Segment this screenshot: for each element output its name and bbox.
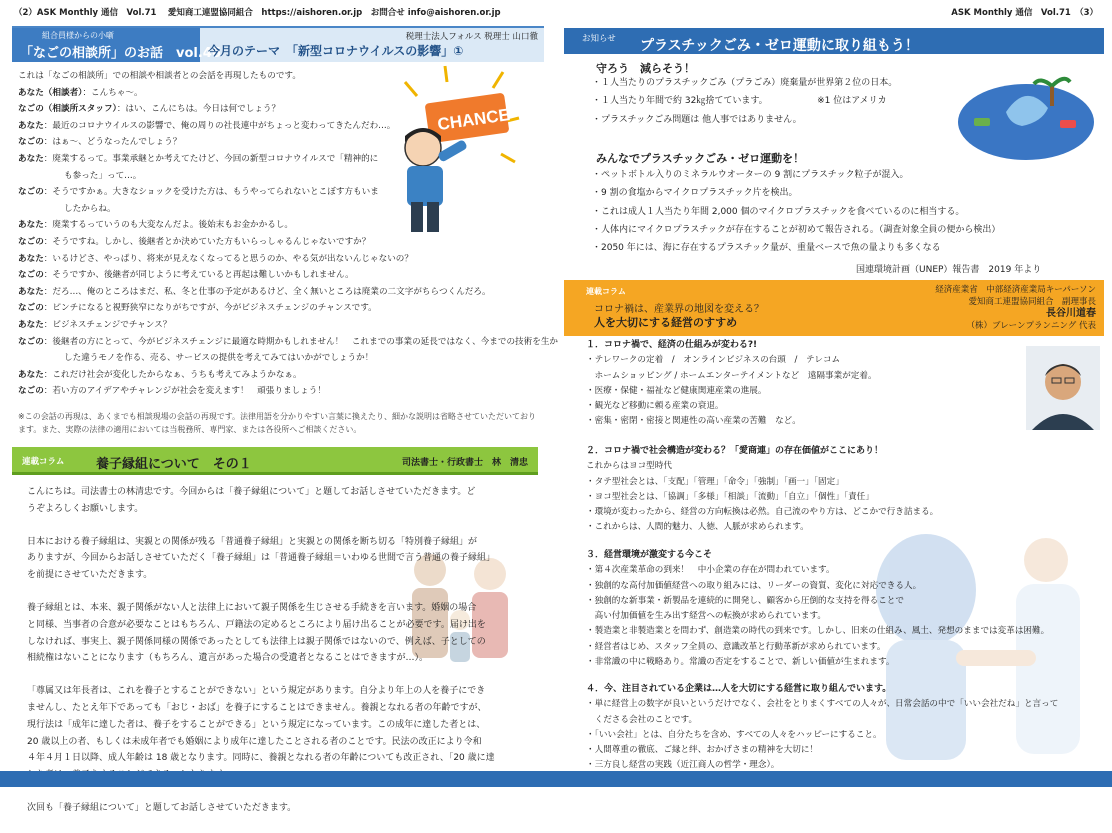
- paragraph-line: 20 歳以上の者、もしくは未成年者でも婚姻により成年に達したことされる者のことです。民法の改正により令和: [27, 736, 482, 747]
- dialogue-line: [18, 201, 540, 218]
- list-item: ・「いい会社」とは、自分たちを含め、すべての人々をハッピーにすること。: [586, 729, 882, 740]
- speaker-label: あなた: [18, 319, 44, 330]
- paragraph-line: を前提にさせていただきます。: [27, 570, 153, 581]
- list-item: ・医療・保健・福祉など健康関連産業の進展。: [586, 385, 767, 396]
- soudan-title: 「なごの相談所」のお話 vol.46: [20, 46, 221, 61]
- list-item: ・単に経営上の数字が良いというだけでなく、会社をとりまくすべての人々が、日常会話の中で「いい会社だね」と言って: [586, 699, 1059, 710]
- list-item: くださる会社のことです。: [586, 714, 698, 725]
- paragraph-line: 現行法は「成年に達した者は、養子をすることができる」という規定になっています。この成年に達した者とは、: [27, 719, 486, 730]
- list-item: ・タテ型社会とは、「支配」「管理」「命令」「強制」「画一」「固定」: [586, 476, 844, 487]
- speaker-label: なごの: [18, 386, 44, 397]
- list-item: 高い付加価値を生み出す経営への転換が求められています。: [586, 611, 826, 622]
- youshi-tag: 連載コラム: [22, 457, 65, 467]
- list-item: ・独創的な新事業・新製品を連続的に開発し、顧客から圧倒的な支持を得ることで: [586, 595, 904, 606]
- paragraph-line: 養子縁組とは、本来、親子関係がない人と法律上において親子関係を生じさせる手続きを言います。婚姻の場合: [27, 602, 477, 613]
- dialogue-line: [18, 284, 540, 301]
- list-item: ・第４次産業革命の到来！ 中小企業の存在が問われています。: [586, 565, 835, 576]
- list-item: ・9 割の食塩からマイクロプラスチック片を検出。: [592, 188, 798, 199]
- rensai-section-1: [586, 338, 877, 430]
- list-item: ・2050 年には、海に存在するプラスチック量が、重量ベースで魚の量よりも多くなる: [592, 243, 941, 254]
- paragraph-line: 次回も「養子縁組について」と題してお話しさせていただきます。: [27, 802, 297, 813]
- dialogue-line: [18, 217, 540, 234]
- youshi-title: 養子縁組について その１: [96, 457, 252, 472]
- paragraph-line: 日本における養子縁組は、実親との関係が残る「普通養子縁組」と実親との関係を断ち切る「特別養子縁組」が: [27, 536, 478, 547]
- dialogue-text: ：廃業するって。事業承継とか考えてたけど、今回の新型コロナウイルスで「精神的に: [43, 153, 379, 164]
- list-item: ・非常識の中に戦略あり。常識の否定をすることで、新しい価値が生まれます。: [586, 657, 895, 668]
- dialogue-text: ：ピンチになると視野狭窄になりがちですが、今がビジネスチェンジのチャンスです。: [43, 303, 377, 314]
- list-item: ・経営者はじめ、スタッフ全員の、意識改革と行動革新が求められています。: [586, 641, 886, 652]
- list-item: ・テレワークの定着 / オンラインビジネスの台頭 / テレコム: [586, 355, 841, 366]
- dialogue-text: ：廃業するっていうのも大変なんだよ。後始末もお金かかるし。: [43, 220, 294, 231]
- dialogue-line: [18, 118, 540, 135]
- left-header-line: （2）ASK Monthly 通信 Vol.71 愛知商工連盟協同組合 https://aishoren.or.jp お問合せ info@aishoren.or.jp: [14, 8, 501, 18]
- dialogue-line: [18, 85, 540, 102]
- list-item: ・独創的な高付加価値経営への取り組みには、リーダーの資質、変化に対応できる人。: [586, 580, 922, 591]
- oshirase-tag: お知らせ: [582, 34, 616, 44]
- paragraph-line: 相続権はないことになります（もちろん、遺言があった場合の受遺者となることはできますが…）。: [27, 653, 428, 664]
- list-item: ・環境が変わったから、経営の方向転換は必然。自己流のやり方は、どこかで行き詰まる。: [586, 507, 939, 518]
- paragraph: [18, 683, 540, 784]
- soudan-author: 税理士法人フォルス 税理士 山口徹: [405, 32, 538, 42]
- paragraph-line: 「尊属又は年長者は、これを養子とすることができない」という規定があります。自分より年上の人を養子にでき: [27, 686, 486, 697]
- soudan-header: [12, 26, 544, 62]
- paragraph: [18, 484, 540, 518]
- paragraph-line: ４年４月１日以降、成人年齢は 18 歳となります。同時に、養親となれる者の年齢についても改正され、「20 歳に達: [27, 753, 495, 764]
- speaker-label: あなた（相談者）: [18, 87, 83, 98]
- list-item: ・１人当たり年間で約 32㎏捨てています。 ※1 位はアメリカ: [592, 96, 887, 107]
- list-item: ・観光など移動に頼る産業の衰退。: [586, 401, 724, 412]
- list-item: ・密集・密閉・密接と関連性の高い産業の苦難 など。: [586, 416, 801, 427]
- paragraph: [18, 600, 540, 667]
- dialogue-text: ：そうですか、後継者が同じように考えていると再起は難しいかもしれません。: [43, 270, 354, 281]
- rensai-tag: 連載コラム: [586, 287, 626, 296]
- dialogue-text: ：そうですかぁ。大きなショックを受けた方は、もうやってられないとこぼす方もいま: [43, 187, 379, 198]
- rensai-section-2: [586, 444, 938, 536]
- dialogue-line: [18, 134, 540, 151]
- soudan-note: ※この会話の再現は、あくまでも相談現場の会話の再現です。法律用語を分かりやすい言葉に換えたり、細かな説明は省略させていただいております。また、実際の法律の適用においては当税務所、専門家、または各役所へご相談ください。: [18, 412, 537, 434]
- speaker-label: なごの（相談所スタッフ）: [18, 104, 117, 115]
- dialogue-text: ：ビジネスチェンジでチャンス？: [43, 319, 172, 330]
- source-note: 国連環境計画（UNEP）報告書 2019 年より: [856, 265, 1042, 275]
- rensai-title: 人を大切にする経営のすすめ: [594, 316, 738, 329]
- list-item: ・これは成人１人当たり年間 2,000 個のマイクロプラスチックを食べているのに相当する。: [592, 206, 965, 217]
- speaker-label: あなた: [18, 220, 44, 231]
- dialogue-line: [18, 300, 540, 317]
- dialogue-text: ：はぁ〜、どうなったんでしょう？: [43, 137, 182, 148]
- paragraph-line: ませんし、たとえ年下であっても「おじ・おば」を養子にすることはできません。養親となれる者の年齢ですが、: [27, 702, 487, 713]
- soudan-subtitle: 組合員様からの小噺: [42, 31, 114, 40]
- section1-title: 守ろう 減らそう！: [596, 62, 695, 75]
- dialogue-line: [18, 234, 540, 251]
- dialogue-text: ：これだけ社会が変化したからなぁ、うちも考えてみようかなぁ。: [43, 369, 302, 380]
- section-heading: ４．今、注目されている企業は…人を大切にする経営に取り組んでいます。: [586, 684, 892, 694]
- author-company: （株）ブレーンプランニング 代表: [966, 321, 1096, 331]
- dialogue-line: [18, 350, 540, 367]
- footer-bar: [0, 771, 1112, 787]
- dialogue-text: ：いるけどさ、やっぱり、将来が見えなくなってると思うのか、やる気が出ないんじゃないの？: [43, 253, 413, 264]
- list-item: ・人間尊重の徹底、ご縁と绊、おかげさまの精神を大切に！: [586, 745, 819, 756]
- speaker-label: なごの: [18, 236, 44, 247]
- section-heading: ３．経営環境が激変する今こそ: [586, 550, 713, 560]
- dialogue-text: ：だろ…、俺のところはまだ、私、冬と仕事の予定があるけど、全く無いところは廃業の二文字がちらつくんだろ。: [43, 286, 491, 297]
- chance-text: CHANCE: [436, 105, 511, 135]
- dialogue-line: [18, 367, 540, 384]
- paragraph-line: こんにちは。司法書士の林清忠です。今回からは「養子縁組について」と題してお話しさせていただきます。ど: [27, 487, 476, 497]
- youshi-author: 司法書士・行政書士 林 清忠: [401, 458, 528, 468]
- dialogue-line: [18, 184, 540, 201]
- section-heading: １．コロナ禍で、経済の仕組みが変わる?!: [586, 340, 758, 350]
- soudan-dialogue: [18, 68, 559, 400]
- speaker-label: あなた: [18, 253, 44, 264]
- paragraph-line: しなければ、事実上、親子関係同様の関係であったとしても法律上は親子関係ではないので、例えば、子としての: [27, 636, 486, 647]
- speaker-label: なごの: [18, 336, 44, 347]
- section2-title: みんなでプラスチックごみ・ゼロ運動を！: [596, 152, 805, 165]
- dialogue-text: した違うモノを作る、売る、サービスの提供を考えてみてはいかがでしょうか！: [64, 353, 374, 364]
- list-item: ・三方良し経営の実践（近江商人の哲学・理念）。: [586, 760, 780, 771]
- right-header-line: ASK Monthly 通信 Vol.71 （3）: [951, 8, 1098, 18]
- dialogue-text: ：後継者の方にとって、今がビジネスチェンジに最適な時期かもしれません！ これまでの事業の延長ではなく、今までの技術を生か: [43, 336, 559, 347]
- author-name: 長谷川道春: [1046, 308, 1096, 319]
- list-item: ・人体内にマイクロプラスチックが存在することが初めて報告される。（調査対象全員の便から検出）: [592, 224, 1001, 235]
- list-item: ホームショッピング / ホームエンターテイメントなど 遠隔事業が定着。: [586, 370, 877, 381]
- dialogue-text: これは「なごの相談所」での相談や相談者との会話を再現したものです。: [18, 71, 301, 81]
- list-item: これからはヨコ型時代: [586, 461, 672, 472]
- speaker-label: なごの: [18, 187, 44, 198]
- section1-list: [592, 74, 897, 129]
- rensai-subtitle: コロナ禍は、産業界の地図を変える？: [594, 304, 764, 315]
- rensai-header: [564, 280, 1104, 336]
- dialogue-text: も参った」って…。: [64, 170, 142, 181]
- speaker-label: あなた: [18, 120, 44, 131]
- rensai-section-4: [586, 682, 1058, 774]
- list-item: ・製造業と非製造業とを問わず、創造業の時代の到来です。しかし、旧来の仕組み、風土、発想のままでは変革は困難。: [586, 626, 1050, 637]
- dialogue-text: ：こんちゃ〜。: [82, 87, 143, 98]
- dialogue-line: [18, 317, 540, 334]
- speaker-label: なごの: [18, 270, 44, 281]
- dialogue-text: ：そうですね。しかし、後継者とか決めていた方もいらっしゃるんじゃないですか？: [43, 236, 371, 247]
- dialogue-text: ：最近のコロナウイルスの影響で、俺の周りの社長連中がちょっと変わってきたんだわ…。: [43, 120, 396, 131]
- dialogue-line: [18, 101, 540, 118]
- paragraph: [18, 534, 540, 584]
- paragraph-line: と同様、当事者の合意が必要なことはもちろん、戸籍法の定めるところにより届け出ることが必要です。届け出を: [27, 619, 486, 630]
- dialogue-line: [18, 68, 540, 85]
- list-item: ・１人当たりのプラスチックごみ（プラごみ）廃棄量が世界第２位の日本。: [592, 78, 898, 88]
- left-page: [0, 0, 559, 813]
- section-heading: ２．コロナ禍で社会構造が変わる？「愛商連」の存在価値がここにあり！: [586, 446, 884, 456]
- dialogue-text: ：若い方のアイデアやチャレンジが社会を変えます！ 頑張りましょう！: [43, 386, 326, 397]
- paragraph-line: うぞよろしくお願いします。: [27, 503, 144, 514]
- list-item: ・ペットボトル入りのミネラルウオーターの 9 割にプラスチック粒子が混入。: [592, 170, 909, 180]
- soudan-theme: 今月のテーマ 「新型コロナウイルスの影響」①: [208, 44, 464, 58]
- youshi-header: [12, 447, 538, 475]
- speaker-label: あなた: [18, 369, 44, 380]
- soudan-tag: [12, 28, 221, 62]
- speaker-label: なごの: [18, 303, 44, 314]
- dialogue-line: [18, 334, 559, 351]
- org-line: 経済産業省 中部経済産業局キーパーソン: [935, 285, 1096, 295]
- right-page: [556, 0, 1112, 787]
- paragraph: [18, 800, 540, 817]
- dialogue-line: [18, 251, 540, 268]
- ocean-plastic-illustration: [956, 62, 1096, 162]
- dialogue-text: ：はい、こんにちは。今日は何でしょう？: [116, 104, 281, 115]
- rensai-author-block: [935, 284, 1096, 332]
- oshirase-header: [564, 28, 1104, 54]
- list-item: ・これからは、人間的魅力、人徳、人脈が求められます。: [586, 522, 809, 533]
- org-line: 愛知商工連盟協同組合 副理事長: [968, 297, 1096, 307]
- list-item: ・プラスチックごみ問題は 他人事ではありません。: [592, 114, 802, 125]
- speaker-label: あなた: [18, 153, 44, 164]
- oshirase-title: プラスチックごみ・ゼロ運動に取り組もう！: [640, 38, 919, 54]
- dialogue-line: [18, 383, 540, 400]
- dialogue-line: [18, 151, 540, 168]
- speaker-label: なごの: [18, 137, 44, 148]
- dialogue-line: [18, 267, 540, 284]
- paragraph-line: ありますが、今回からお話しさせていただく「養子縁組」は「普通養子縁組＝いわゆる世間で言う普通の養子縁組」: [27, 553, 496, 564]
- author-portrait: [1026, 346, 1100, 430]
- section2-list: [592, 166, 1000, 257]
- speaker-label: あなた: [18, 286, 44, 297]
- dialogue-text: したからね。: [64, 203, 116, 214]
- list-item: ・ヨコ型社会とは、「協調」「多様」「相談」「流動」「自立」「個性」「責任」: [586, 491, 874, 502]
- rensai-section-3: [586, 548, 1049, 670]
- dialogue-line: [18, 168, 540, 185]
